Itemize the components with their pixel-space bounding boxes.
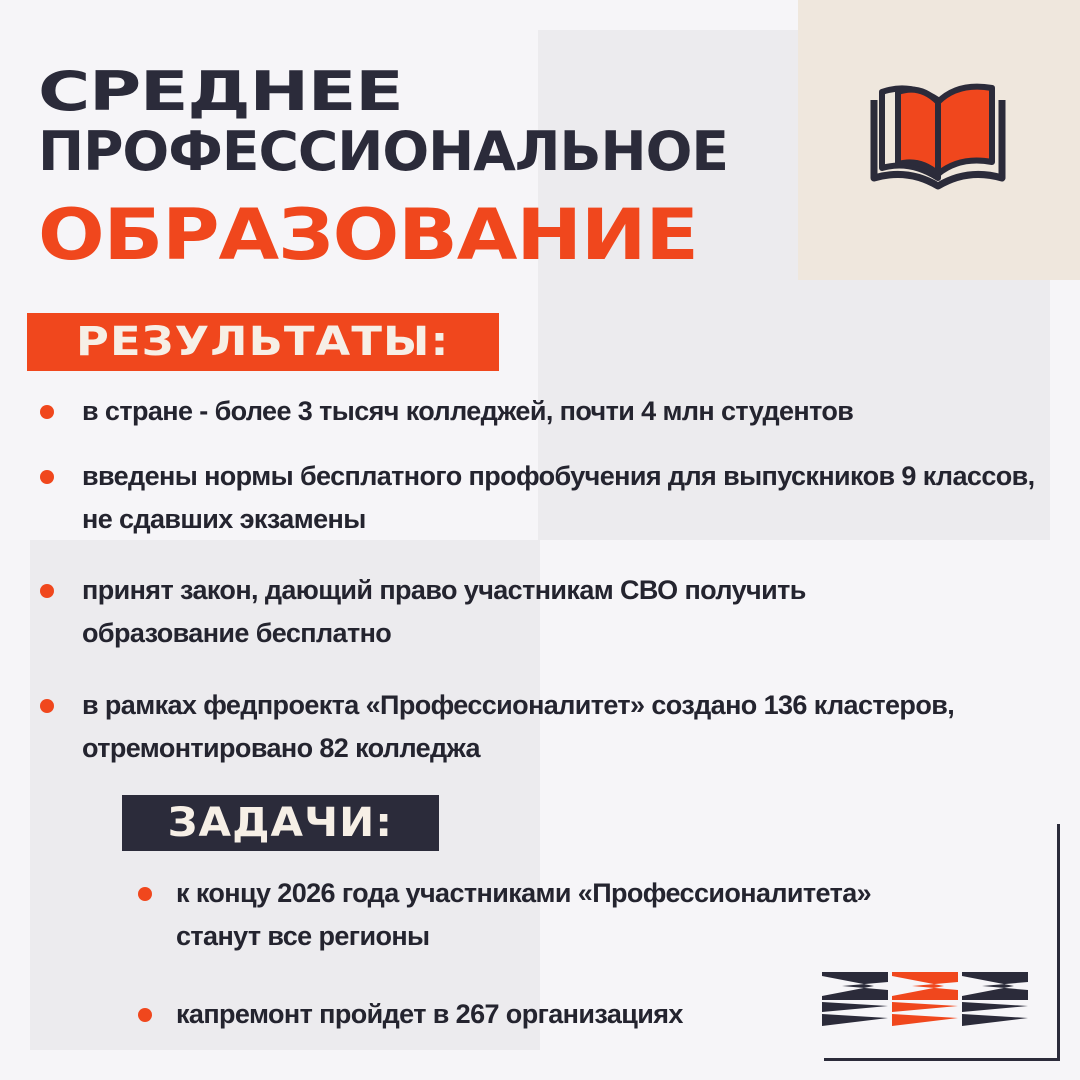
results-item-2-line-1: введены нормы бесплатного профобучения для выпускников 9 классов, — [82, 461, 1035, 491]
tasks-item-1-line-2: станут все регионы — [176, 921, 430, 951]
tasks-item-2 — [176, 993, 683, 1036]
bullet-dot-icon — [40, 699, 54, 713]
results-item-4-line-1: в рамках федпроекта «Профессионалитет» создано 136 кластеров, — [82, 690, 955, 720]
results-item-4-line-2: отремонтировано 82 колледжа — [82, 733, 480, 763]
results-item-3-line-2: образование бесплатно — [82, 618, 392, 648]
results-label-text: РЕЗУЛЬТАТЫ: — [76, 319, 450, 365]
flags-logo-icon — [822, 972, 1030, 1028]
results-item-1 — [82, 390, 853, 433]
tasks-item-1 — [176, 872, 871, 958]
title-line-3: ОБРАЗОВАНИЕ — [38, 194, 698, 276]
results-item-3 — [82, 569, 806, 655]
open-book-icon — [868, 82, 1008, 200]
tasks-label-text: ЗАДАЧИ: — [167, 800, 394, 846]
corner-frame-vertical — [1057, 824, 1060, 1061]
tasks-item-2-line-1: капремонт пройдет в 267 организациях — [176, 999, 683, 1029]
results-item-4 — [82, 684, 954, 770]
bullet-dot-icon — [138, 1008, 152, 1022]
bullet-dot-icon — [40, 405, 54, 419]
bullet-dot-icon — [40, 470, 54, 484]
corner-frame-horizontal — [824, 1058, 1060, 1061]
results-item-2 — [82, 455, 1035, 541]
title-line-2: ПРОФЕССИОНАЛЬНОЕ — [38, 120, 728, 183]
results-item-1-line-1: в стране - более 3 тысяч колледжей, почти 4 млн студентов — [82, 396, 854, 426]
results-item-3-line-1: принят закон, дающий право участникам СВО получить — [82, 575, 806, 605]
tasks-label — [122, 795, 439, 851]
results-label — [27, 313, 499, 371]
results-item-2-line-2: не сдавших экзамены — [82, 504, 366, 534]
tasks-item-1-line-1: к концу 2026 года участниками «Профессионалитета» — [176, 878, 872, 908]
bullet-dot-icon — [138, 887, 152, 901]
title-line-1: СРЕДНЕЕ — [38, 60, 403, 123]
bullet-dot-icon — [40, 584, 54, 598]
